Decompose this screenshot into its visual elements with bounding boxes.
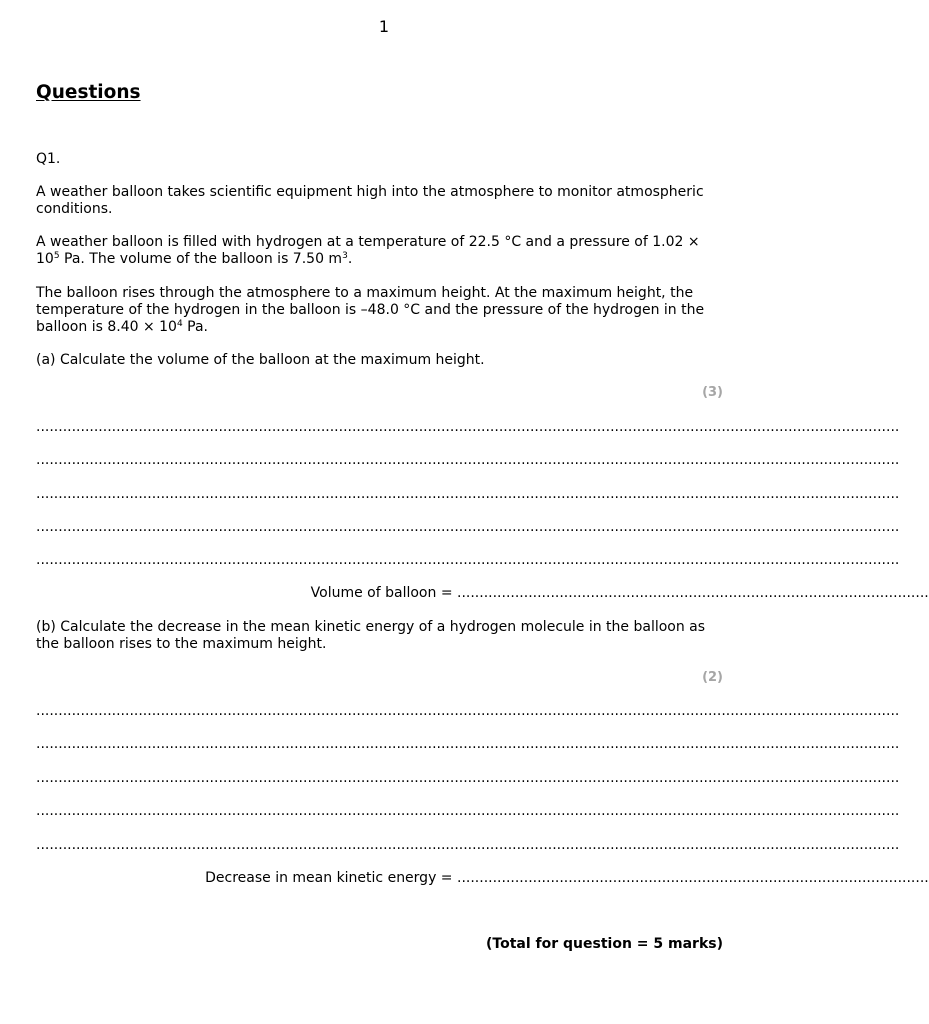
question-conditions-initial — [36, 234, 726, 268]
answer-line[interactable]: .................................................................................................................................................................................................. — [36, 703, 900, 719]
answer-line[interactable]: .................................................................................................................................................................................................. — [36, 519, 900, 535]
max-height-text-a: The balloon rises through the atmosphere to a maximum height. At the maximum height, the temperature of the hydrogen in the balloon is –48.0 °C and the pressure of the hydrogen in the balloon is 8.40 × 10 — [36, 285, 705, 335]
exponent-max-pressure: 4 — [176, 319, 183, 329]
page-heading: Questions — [36, 82, 141, 103]
part-a-answer-label: Volume of balloon = — [310, 585, 457, 601]
answer-line[interactable]: .................................................................................................................................................................................................. — [36, 837, 900, 853]
answer-line[interactable]: .................................................................................................................................................................................................. — [36, 452, 900, 468]
page-number: 1 — [378, 17, 390, 36]
part-b-answer-label: Decrease in mean kinetic energy = — [205, 870, 457, 886]
max-height-text-b: Pa. — [182, 319, 208, 335]
conditions-text-a: A weather balloon is filled with hydrogen at a temperature of 22.5 °C and a pressure of 1.02 × 10 — [36, 234, 700, 267]
answer-line[interactable]: .................................................................................................................................................................................................. — [36, 736, 900, 752]
answer-line[interactable]: .................................................................................................................................................................................................. — [36, 552, 900, 568]
answer-line[interactable]: .................................................................................................................................................................................................. — [36, 419, 900, 435]
exponent-volume: 3 — [342, 251, 348, 261]
answer-line[interactable]: .................................................................................................................................................................................................. — [36, 770, 900, 786]
part-a-marks: (3) — [702, 385, 723, 400]
question-number: Q1. — [36, 151, 61, 167]
part-b-marks: (2) — [702, 670, 723, 685]
total-marks: (Total for question = 5 marks) — [486, 936, 723, 952]
part-a-answer-field[interactable]: .......................................................................................................... — [457, 585, 929, 601]
conditions-text-c: . — [347, 251, 353, 267]
question-conditions-max-height — [36, 285, 726, 336]
part-b-answer-field[interactable]: .......................................................................................................... — [457, 870, 929, 886]
exponent-pressure: 5 — [53, 251, 60, 261]
part-a-question: (a) Calculate the volume of the balloon at the maximum height. — [36, 352, 485, 368]
answer-line[interactable]: .................................................................................................................................................................................................. — [36, 803, 900, 819]
conditions-text-b: Pa. The volume of the balloon is 7.50 m — [59, 251, 343, 267]
part-b-question: (b) Calculate the decrease in the mean kinetic energy of a hydrogen molecule in the balloon as the balloon rises to the maximum height. — [36, 619, 706, 652]
part-a-answer — [310, 585, 929, 602]
part-b-answer — [205, 870, 929, 887]
question-intro: A weather balloon takes scientific equipment high into the atmosphere to monitor atmospheric conditions. — [36, 184, 704, 217]
answer-line[interactable]: .................................................................................................................................................................................................. — [36, 486, 900, 502]
